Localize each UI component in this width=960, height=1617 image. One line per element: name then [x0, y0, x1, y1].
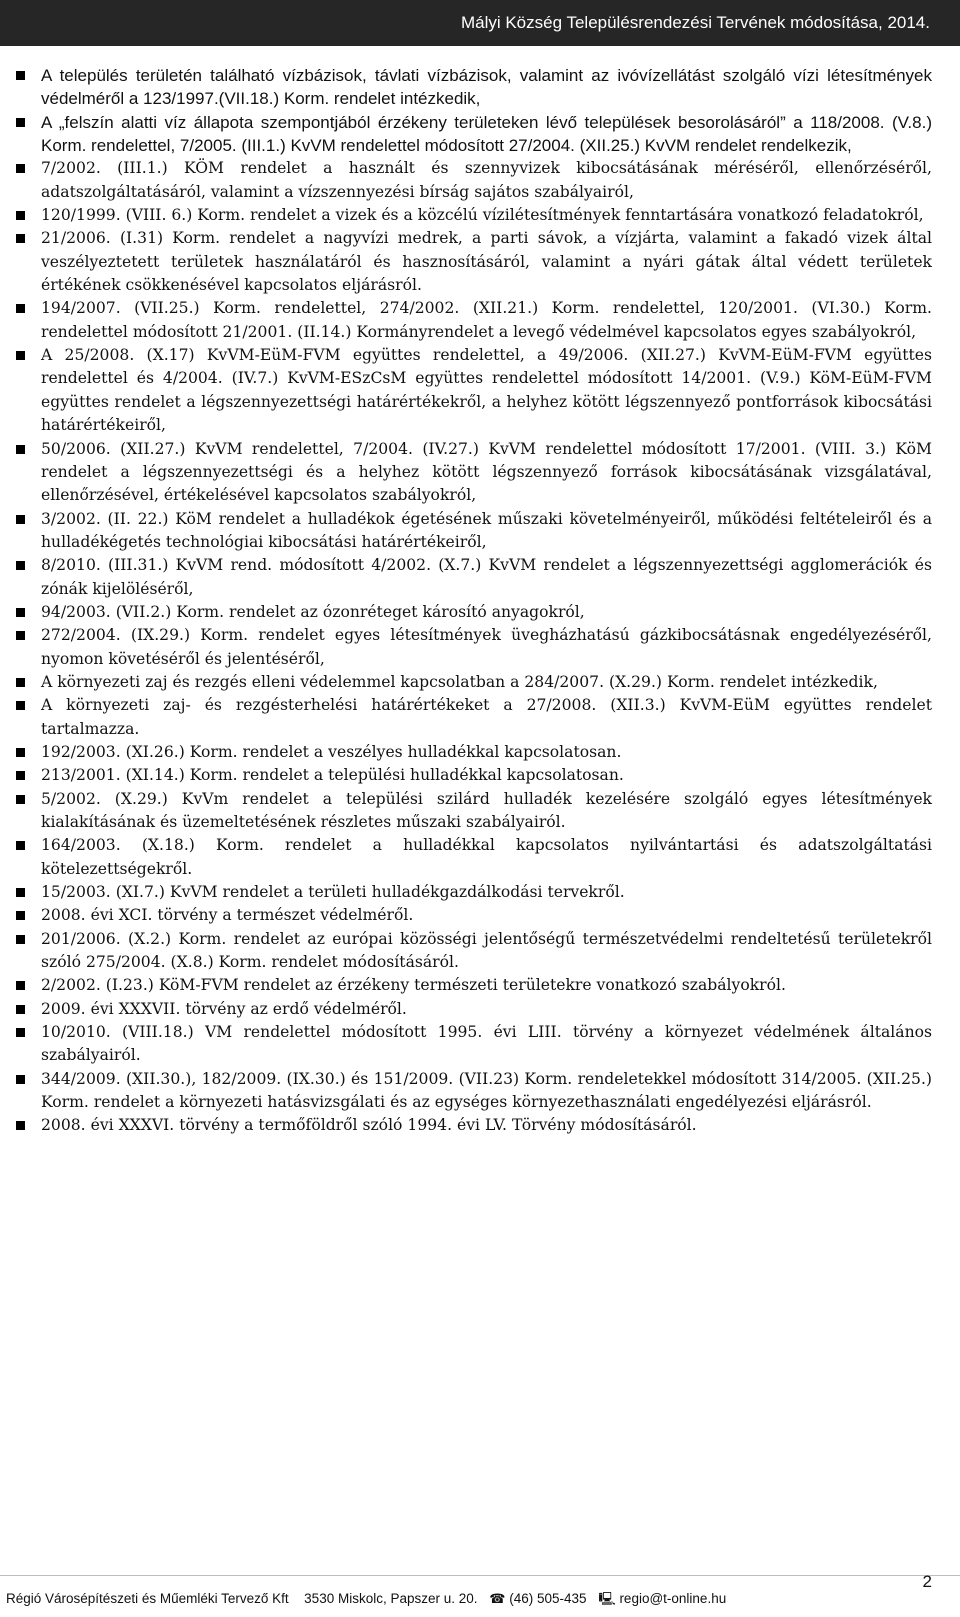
square-bullet-icon: [16, 631, 25, 640]
list-item: [16, 904, 932, 927]
square-bullet-icon: [16, 701, 25, 710]
list-item: [16, 671, 932, 694]
square-bullet-icon: [16, 981, 25, 990]
list-item-text: 194/2007. (VII.25.) Korm. rendelettel, 274/2002. (XII.21.) Korm. rendelettel, 120/2001. (VI.30.) Korm. rendelettel módosított 21/2001. (II.14.) Kormányrendelet a levegő védelmével kapcsolatos egyes szabályokról,: [41, 299, 932, 341]
list-item: [16, 1068, 932, 1115]
list-item-text: 2/2002. (I.23.) KöM-FVM rendelet az érzékeny természeti területekre vonatkozó szabályokról.: [41, 976, 786, 995]
footer-address: 3530 Miskolc, Papszer u. 20.: [304, 1591, 478, 1606]
list-item: [16, 764, 932, 787]
list-item-text: 272/2004. (IX.29.) Korm. rendelet egyes létesítmények üvegházhatású gázkibocsátásnak engedélyezéséről, nyomon követéséről és jelentéséről,: [41, 626, 932, 668]
square-bullet-icon: [16, 911, 25, 920]
square-bullet-icon: [16, 1028, 25, 1037]
list-item-text: 7/2002. (III.1.) KÖM rendelet a használt és szennyvizek kibocsátásának méréséről, ellenőrzéséről, adatszolgáltatásáról, valamint a vízszennyezési bírság sajátos szabályairól,: [41, 159, 932, 201]
list-item-text: 2008. évi XCI. törvény a természet védelméről.: [41, 906, 414, 925]
list-item: [16, 974, 932, 997]
square-bullet-icon: [16, 1121, 25, 1130]
footer-email: regio@t-online.hu: [619, 1591, 727, 1606]
list-item-text: 164/2003. (X.18.) Korm. rendelet a hulladékkal kapcsolatos nyilvántartási és adatszolgáltatási kötelezettségekről.: [41, 836, 932, 878]
square-bullet-icon: [16, 888, 25, 897]
computer-icon: 🖳: [598, 1591, 616, 1606]
list-item-text: A környezeti zaj- és rezgésterhelési határértékeket a 27/2008. (XII.3.) KvVM-EüM együttes rendelet tartalmazza.: [41, 696, 932, 738]
list-item-text: A „felszín alatti víz állapota szempontjából érzékeny területeken lévő települések besorolásáról” a 118/2008. (V.8.) Korm. rendelettel, 7/2005. (III.1.) KvVM rendelettel módosított 27/2004. (XII.25.) KvVM rendelet rendelkezik,: [41, 112, 932, 156]
list-item: [16, 64, 932, 111]
square-bullet-icon: [16, 841, 25, 850]
phone-icon: ☎: [489, 1591, 506, 1606]
page-header: [0, 0, 960, 46]
page-footer: [6, 1587, 726, 1611]
square-bullet-icon: [16, 445, 25, 454]
list-item-text: 10/2010. (VIII.18.) VM rendelettel módosított 1995. évi LIII. törvény a környezet védelmének általános szabályairól.: [41, 1023, 932, 1065]
list-item: [16, 601, 932, 624]
page-number: 2: [922, 1572, 932, 1591]
square-bullet-icon: [16, 211, 25, 220]
list-item-text: 201/2006. (X.2.) Korm. rendelet az európai közösségi jelentőségű természetvédelmi rendeltetésű területekről szóló 275/2004. (X.8.) Korm. rendelet módosításáról.: [41, 929, 932, 972]
list-item-text: 2009. évi XXXVII. törvény az erdő védelméről.: [41, 999, 407, 1018]
list-item: [16, 1021, 932, 1068]
square-bullet-icon: [16, 515, 25, 524]
list-item: [16, 881, 932, 904]
list-item: [16, 157, 932, 204]
list-item: [16, 297, 932, 344]
footer-divider: [0, 1575, 960, 1576]
square-bullet-icon: [16, 935, 25, 944]
square-bullet-icon: [16, 71, 25, 80]
list-item-text: A környezeti zaj és rezgés elleni védelemmel kapcsolatban a 284/2007. (X.29.) Korm. rendelet intézkedik,: [41, 672, 878, 691]
list-item: [16, 204, 932, 227]
list-item: [16, 741, 932, 764]
square-bullet-icon: [16, 771, 25, 780]
square-bullet-icon: [16, 304, 25, 313]
list-item-text: 15/2003. (XI.7.) KvVM rendelet a területi hulladékgazdálkodási tervekről.: [41, 883, 625, 902]
footer-company: Régió Városépítészeti és Műemléki Tervező Kft: [6, 1591, 289, 1606]
square-bullet-icon: [16, 164, 25, 173]
square-bullet-icon: [16, 795, 25, 804]
list-item: [16, 438, 932, 508]
list-item-text: 3/2002. (II. 22.) KöM rendelet a hulladékok égetésének műszaki követelményeiről, működési feltételeiről és a hulladékégetés technológiai kibocsátási határértékeiről,: [41, 509, 932, 551]
list-item: [16, 554, 932, 601]
list-item-text: 344/2009. (XII.30.), 182/2009. (IX.30.) és 151/2009. (VII.23) Korm. rendeletekkel módosított 314/2005. (XII.25.) Korm. rendelet a környezeti hatásvizsgálati és az egységes környezethasználati engedélyezési eljárásról.: [41, 1069, 932, 1112]
list-item-text: 21/2006. (I.31) Korm. rendelet a nagyvízi medrek, a parti sávok, a vízjárta, valamint a fakadó vizek által veszélyeztetett területek használatáról és hasznosításáról, valamint a nyári gátak által védett területek értékének csökkenésével kapcsolatos eljárásról.: [41, 229, 932, 295]
document-body: [16, 64, 932, 1138]
list-item: [16, 694, 932, 741]
list-item-text: 8/2010. (III.31.) KvVM rend. módosított 4/2002. (X.7.) KvVM rendelet a légszennyezettségi agglomerációk és zónák kijelöléséről,: [41, 556, 932, 598]
legislation-list: [16, 64, 932, 1138]
square-bullet-icon: [16, 678, 25, 687]
square-bullet-icon: [16, 608, 25, 617]
list-item-text: 94/2003. (VII.2.) Korm. rendelet az ózonréteget károsító anyagokról,: [41, 602, 585, 621]
square-bullet-icon: [16, 118, 25, 127]
square-bullet-icon: [16, 351, 25, 360]
list-item: [16, 1114, 932, 1137]
list-item: [16, 624, 932, 671]
square-bullet-icon: [16, 1075, 25, 1084]
square-bullet-icon: [16, 561, 25, 570]
list-item: [16, 508, 932, 555]
list-item-text: 5/2002. (X.29.) KvVm rendelet a települési szilárd hulladék kezelésére szolgáló egyes létesítmények kialakításának és üzemeltetésének részletes műszaki szabályairól.: [41, 789, 932, 831]
list-item: [16, 788, 932, 835]
square-bullet-icon: [16, 1005, 25, 1014]
list-item: [16, 344, 932, 437]
list-item-text: A település területén található vízbázisok, távlati vízbázisok, valamint az ivóvízellátást szolgáló vízi létesítmények védelméről a 123/1997.(VII.18.) Korm. rendelet intézkedik,: [41, 66, 932, 109]
list-item-text: 120/1999. (VIII. 6.) Korm. rendelet a vizek és a közcélú vízilétesítmények fenntartására vonatkozó feladatokról,: [41, 206, 924, 225]
list-item-text: 50/2006. (XII.27.) KvVM rendelettel, 7/2004. (IV.27.) KvVM rendelettel módosított 17/2001. (VIII. 3.) KöM rendelet a légszennyezettségi és a helyhez kötött légszennyező források kibocsátásának vizsgálatával, ellenőrzésével, értékelésével kapcsolatos szabályokról,: [41, 439, 932, 505]
square-bullet-icon: [16, 748, 25, 757]
header-title: Mályi Község Településrendezési Tervének módosítása, 2014.: [460, 13, 930, 32]
list-item: [16, 998, 932, 1021]
list-item: [16, 111, 932, 158]
footer-phone: (46) 505-435: [509, 1591, 587, 1606]
list-item: [16, 834, 932, 881]
list-item-text: 213/2001. (XI.14.) Korm. rendelet a települési hulladékkal kapcsolatosan.: [41, 766, 624, 785]
list-item-text: 192/2003. (XI.26.) Korm. rendelet a veszélyes hulladékkal kapcsolatosan.: [41, 742, 622, 761]
list-item-text: A 25/2008. (X.17) KvVM-EüM-FVM együttes rendelettel, a 49/2006. (XII.27.) KvVM-EüM-FVM együttes rendelettel és 4/2004. (IV.7.) KvVM-ESzCsM együttes rendelettel módosított 14/2001. (V.9.) KöM-EüM-FVM együttes rendelet a légszennyezettségi határértékekről, a helyhez kötött légszennyező pontforrások kibocsátási határértékeiről,: [41, 346, 932, 435]
square-bullet-icon: [16, 234, 25, 243]
list-item: [16, 928, 932, 975]
list-item: [16, 227, 932, 297]
list-item-text: 2008. évi XXXVI. törvény a termőföldről szóló 1994. évi LV. Törvény módosításáról.: [41, 1116, 697, 1135]
